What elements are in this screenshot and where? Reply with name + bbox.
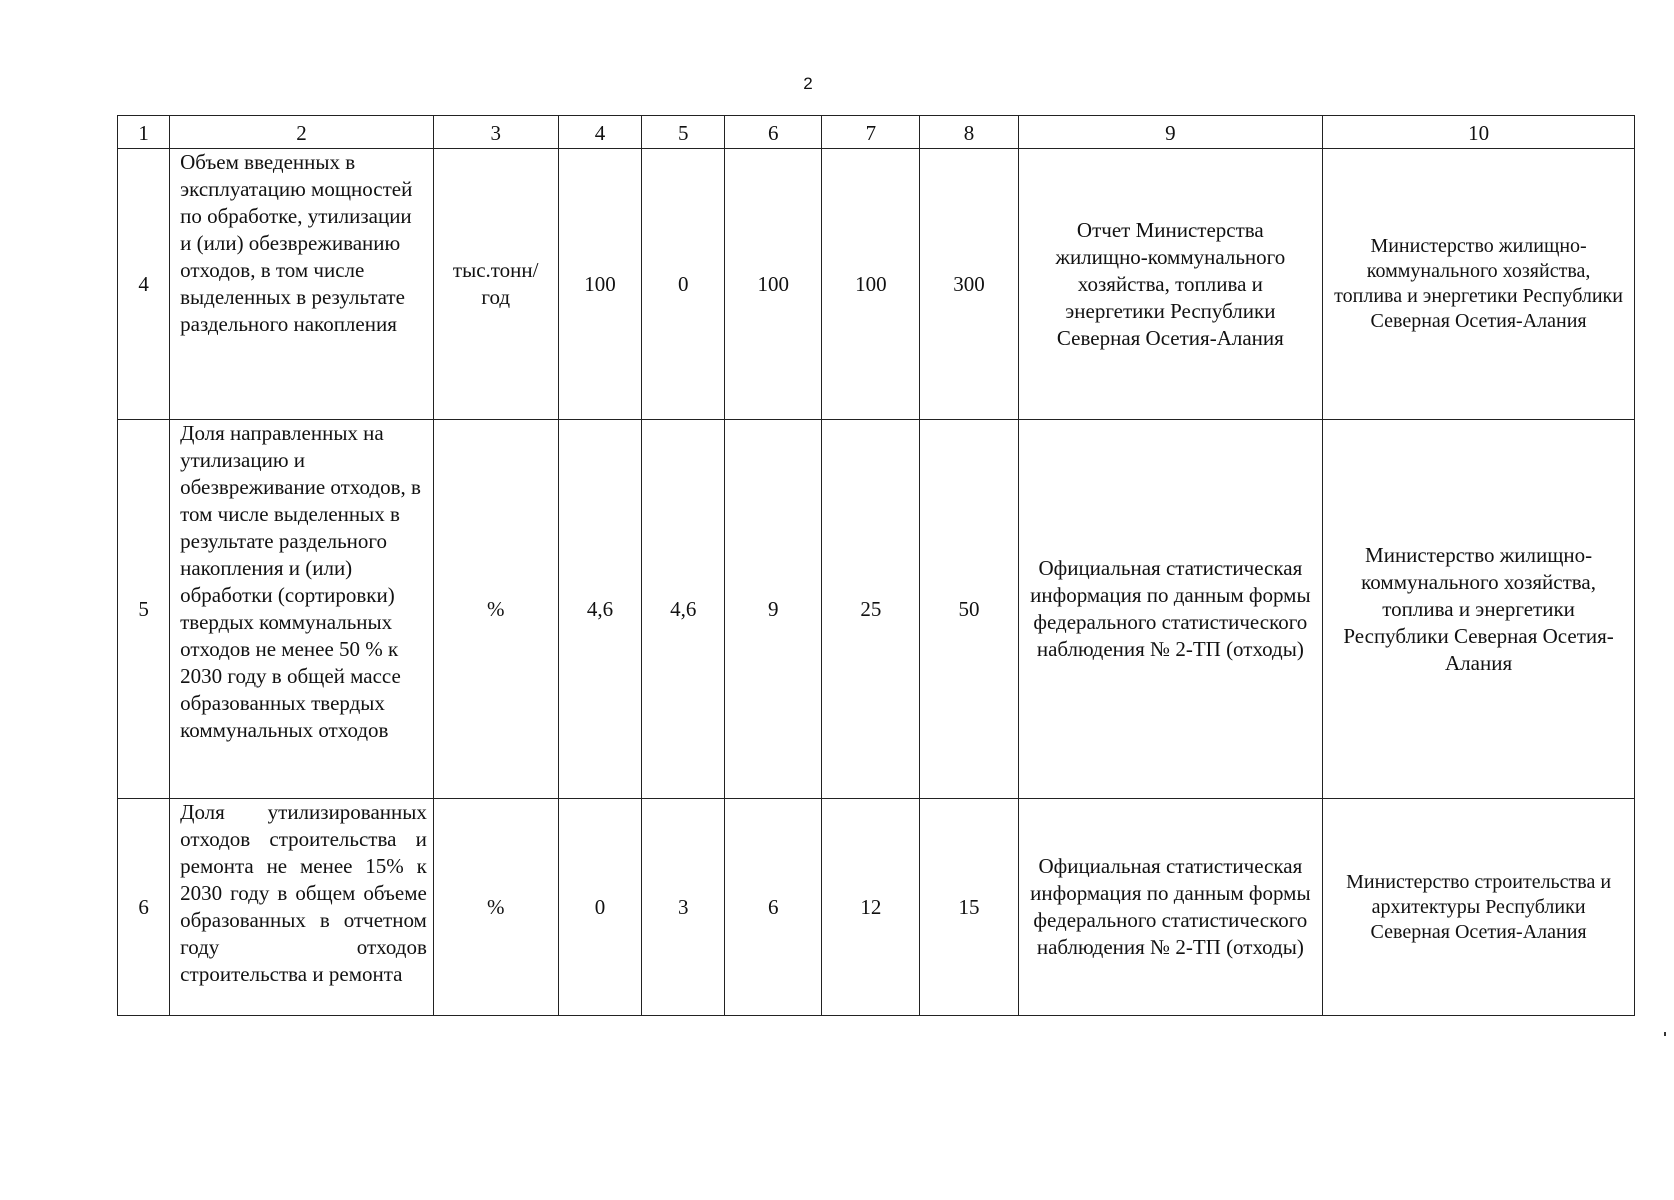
responsible-body: Министерство жилищно-коммунального хозяйства, топлива и энергетики Республики Северная Осетия-Алания — [1323, 149, 1635, 420]
value-col-5: 3 — [642, 799, 725, 1016]
row-number: 4 — [118, 149, 170, 420]
column-number-5: 5 — [642, 116, 725, 149]
value-col-6: 6 — [725, 799, 822, 1016]
table-row — [118, 799, 1635, 1016]
table-header-row — [118, 116, 1635, 149]
column-number-1: 1 — [118, 116, 170, 149]
value-col-4: 100 — [558, 149, 642, 420]
value-col-5: 0 — [642, 149, 725, 420]
indicator-description: Доля утилизированных отходов строительства и ремонта не менее 15% к 2030 году в общем объеме образованных в отчетном году отходов строительства и ремонта — [170, 799, 434, 1016]
page-number: 2 — [803, 74, 813, 93]
unit-of-measure: % — [433, 799, 558, 1016]
column-number-8: 8 — [920, 116, 1018, 149]
value-col-8: 15 — [920, 799, 1018, 1016]
value-col-5: 4,6 — [642, 420, 725, 799]
row-number: 6 — [118, 799, 170, 1016]
table-row — [118, 149, 1635, 420]
column-number-3: 3 — [433, 116, 558, 149]
data-source: Официальная статистическая информация по данным формы федерального статистического наблюдения № 2-ТП (отходы) — [1018, 799, 1323, 1016]
data-source: Отчет Министерства жилищно-коммунального хозяйства, топлива и энергетики Республики Северная Осетия-Алания — [1018, 149, 1323, 420]
column-number-4: 4 — [558, 116, 642, 149]
column-number-9: 9 — [1018, 116, 1323, 149]
column-number-6: 6 — [725, 116, 822, 149]
value-col-4: 4,6 — [558, 420, 642, 799]
value-col-8: 300 — [920, 149, 1018, 420]
value-col-6: 100 — [725, 149, 822, 420]
indicator-description: Объем введенных в эксплуатацию мощностей по обработке, утилизации и (или) обезвреживанию отходов, в том числе выделенных в результате раздельного накопления — [170, 149, 434, 420]
column-number-10: 10 — [1323, 116, 1635, 149]
unit-of-measure: тыс.тонн/ год — [433, 149, 558, 420]
responsible-body: Министерство строительства и архитектуры Республики Северная Осетия-Алания — [1323, 799, 1635, 1016]
row-number: 5 — [118, 420, 170, 799]
value-col-7: 100 — [822, 149, 920, 420]
column-number-7: 7 — [822, 116, 920, 149]
table-row — [118, 420, 1635, 799]
indicator-description: Доля направленных на утилизацию и обезвреживание отходов, в том числе выделенных в результате раздельного накопления и (или) обработки (сортировки) твердых коммунальных отходов не менее 50 % к 2030 году в общей массе образованных твердых коммунальных отходов — [170, 420, 434, 799]
responsible-body: Министерство жилищно-коммунального хозяйства, топлива и энергетики Республики Северная Осетия-Алания — [1323, 420, 1635, 799]
value-col-6: 9 — [725, 420, 822, 799]
data-source: Официальная статистическая информация по данным формы федерального статистического наблюдения № 2-ТП (отходы) — [1018, 420, 1323, 799]
value-col-8: 50 — [920, 420, 1018, 799]
unit-of-measure: % — [433, 420, 558, 799]
scan-speck — [1664, 1032, 1666, 1036]
value-col-7: 25 — [822, 420, 920, 799]
value-col-4: 0 — [558, 799, 642, 1016]
column-number-2: 2 — [170, 116, 434, 149]
value-col-7: 12 — [822, 799, 920, 1016]
indicators-table — [117, 115, 1635, 1016]
